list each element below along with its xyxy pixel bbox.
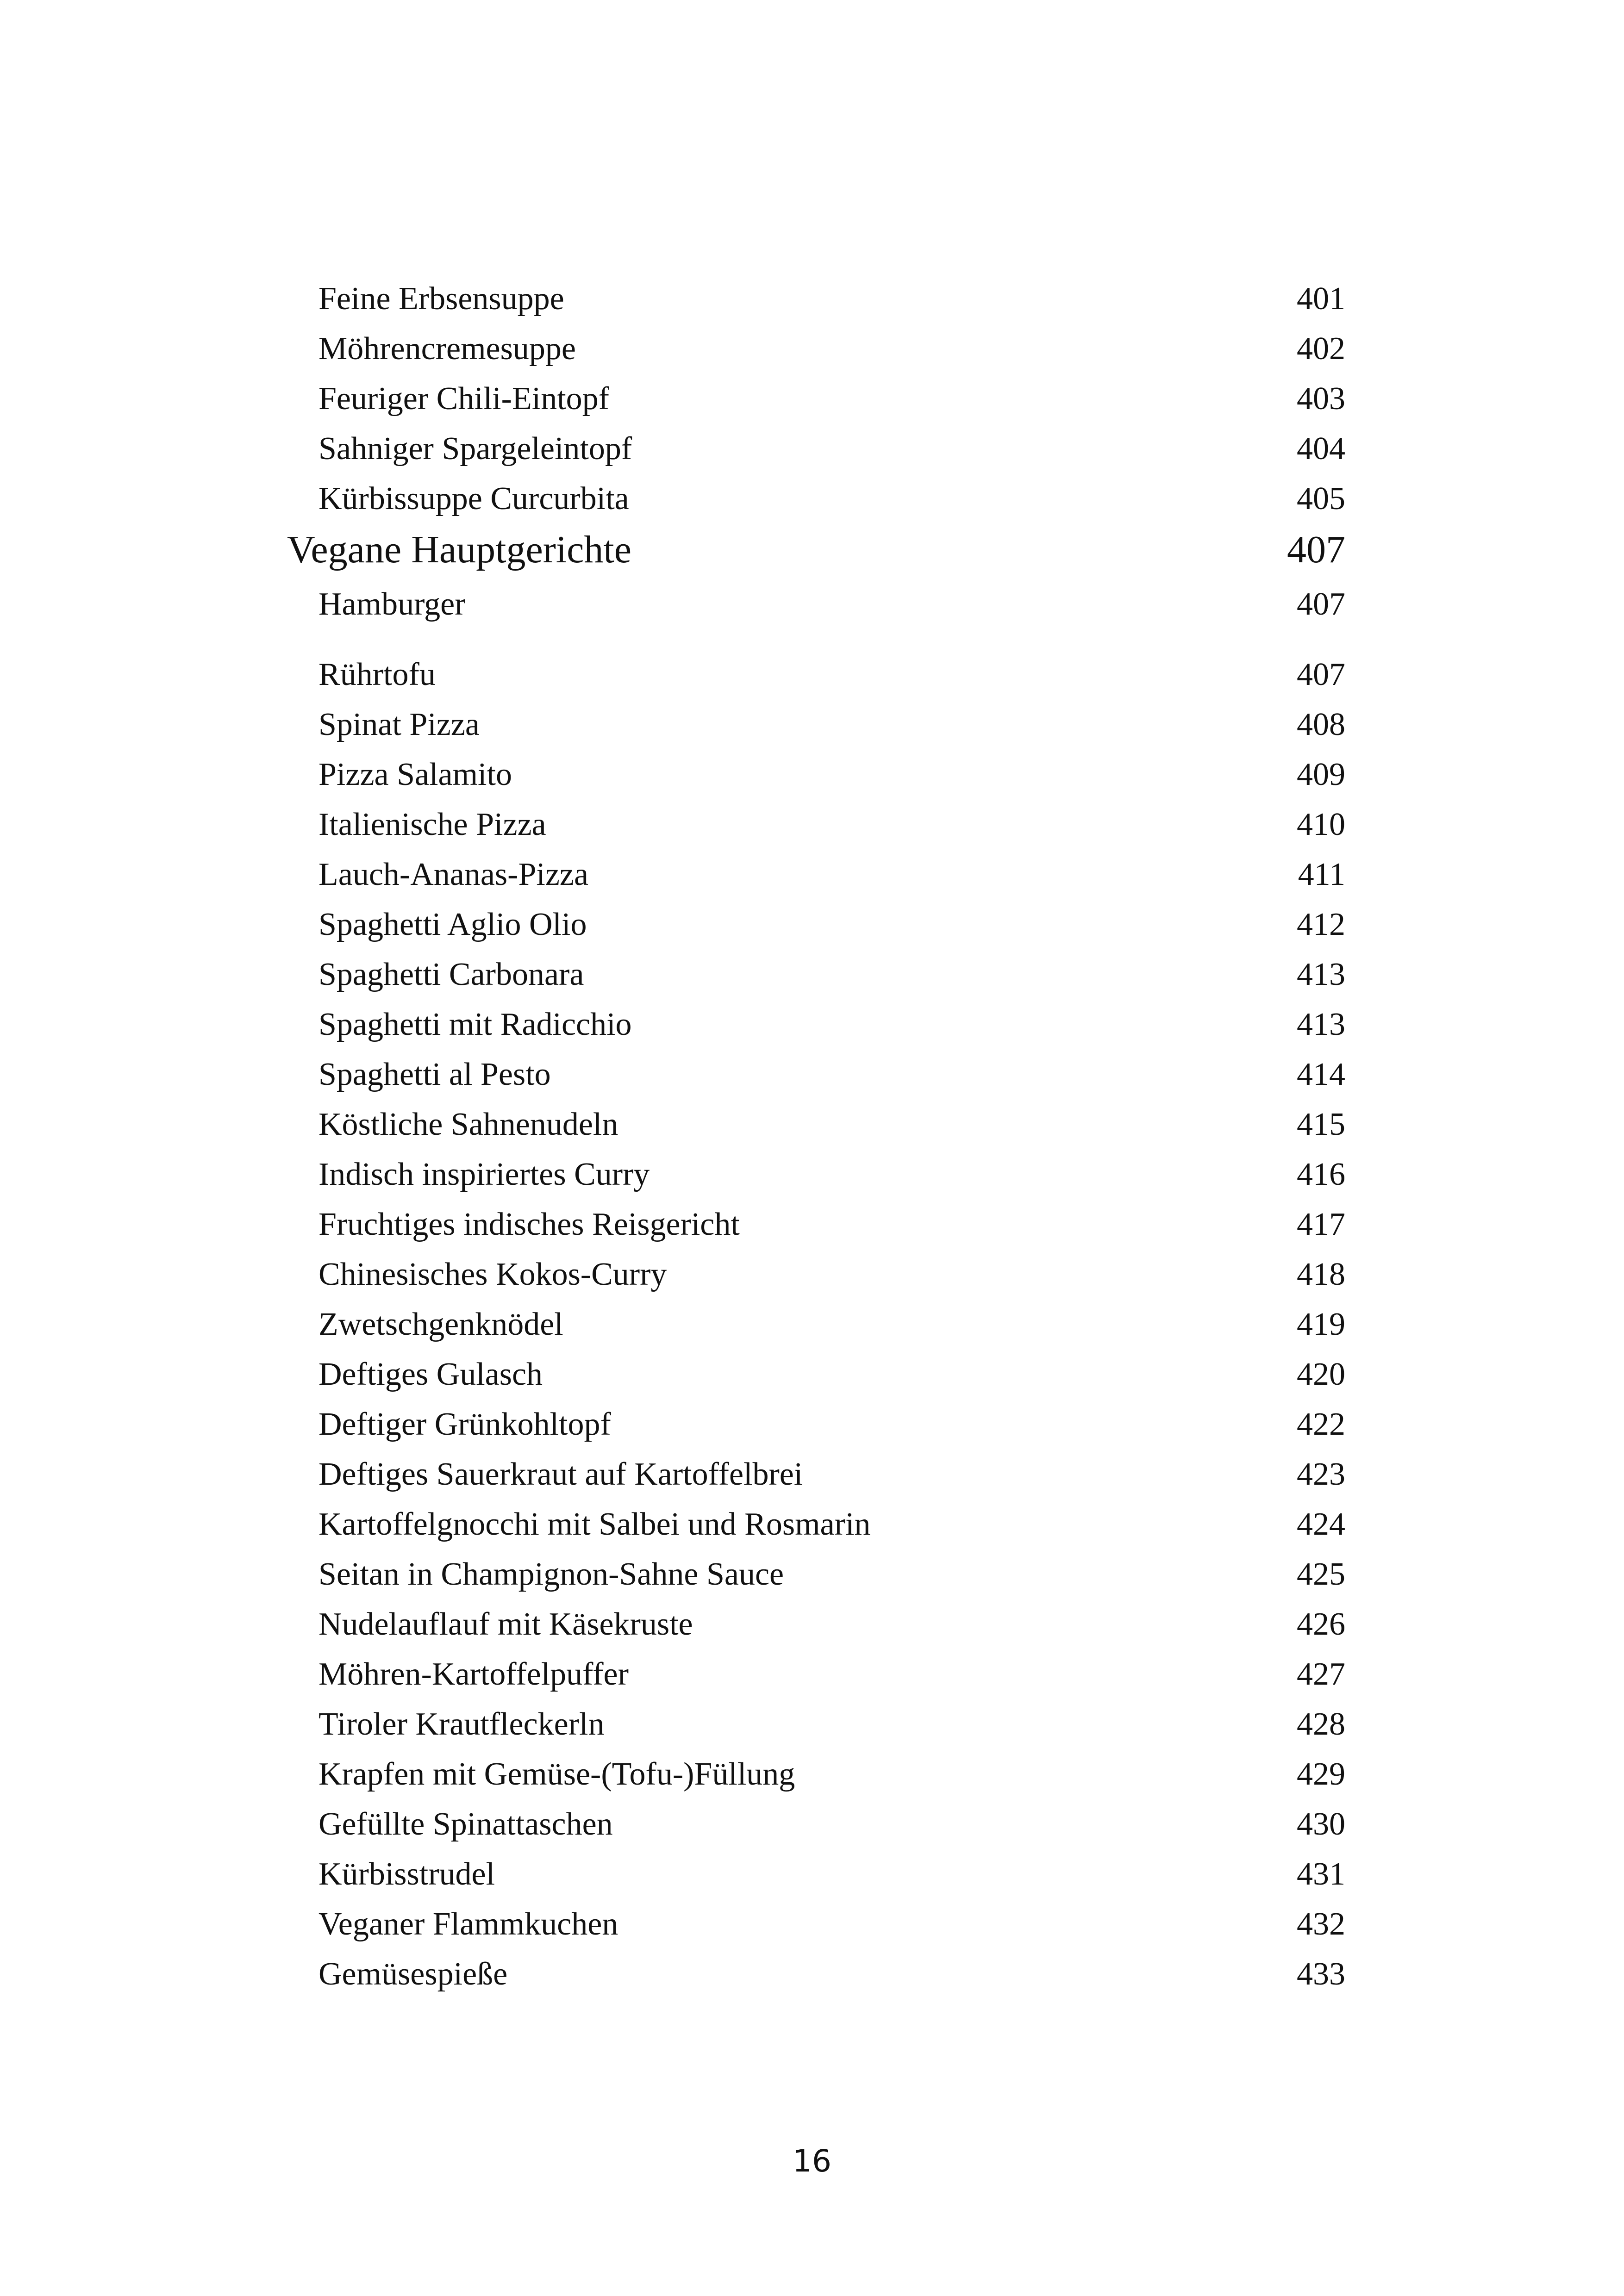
toc-entry	[0, 802, 1624, 848]
toc-entry	[0, 1751, 1624, 1798]
toc-entry-title: Möhrencremesuppe	[319, 331, 576, 367]
toc-entry	[0, 1451, 1624, 1498]
page-number: 16	[793, 2143, 831, 2179]
toc-entry-title: Gefüllte Spinattaschen	[319, 1806, 613, 1842]
toc-entry	[0, 1251, 1624, 1298]
toc-entry-page: 412	[1297, 907, 1345, 942]
toc-section-heading	[0, 527, 1624, 573]
toc-entry-page: 425	[1297, 1556, 1345, 1592]
toc-entry-title: Kürbisstrudel	[319, 1856, 495, 1892]
toc-entry	[0, 1052, 1624, 1098]
toc-entry	[0, 752, 1624, 798]
toc-entry-page: 419	[1297, 1307, 1345, 1342]
toc-entry	[0, 1501, 1624, 1548]
toc-entry-title: Deftiges Sauerkraut auf Kartoffelbrei	[319, 1456, 803, 1492]
toc-entry	[0, 326, 1624, 372]
toc-entry-page: 422	[1297, 1406, 1345, 1442]
toc-entry-page: 430	[1297, 1806, 1345, 1842]
toc-entry	[0, 702, 1624, 748]
toc-entry	[0, 1951, 1624, 1997]
toc-entry-page: 432	[1297, 1906, 1345, 1942]
toc-entry-title: Pizza Salamito	[319, 757, 512, 792]
toc-entry	[0, 1801, 1624, 1848]
toc-entry	[0, 426, 1624, 472]
toc-entry-page: 428	[1297, 1706, 1345, 1742]
toc-entry-title: Krapfen mit Gemüse-(Tofu-)Füllung	[319, 1756, 795, 1792]
toc-entry-title: Fruchtiges indisches Reisgericht	[319, 1207, 740, 1242]
toc-entry	[0, 581, 1624, 628]
toc-entry-title: Seitan in Champignon-Sahne Sauce	[319, 1556, 784, 1592]
toc-entry-page: 423	[1297, 1456, 1345, 1492]
toc-entry-title: Veganer Flammkuchen	[319, 1906, 618, 1942]
toc-entry-title: Kartoffelgnocchi mit Salbei und Rosmarin	[319, 1506, 871, 1542]
toc-entry-page: 409	[1297, 757, 1345, 792]
toc-entry-page: 431	[1297, 1856, 1345, 1892]
toc-entry-title: Hamburger	[319, 586, 466, 622]
toc-entry	[0, 1551, 1624, 1598]
toc-entry-page: 424	[1297, 1506, 1345, 1542]
toc-entry	[0, 952, 1624, 998]
toc-entry	[0, 476, 1624, 522]
toc-entry	[0, 1401, 1624, 1448]
toc-entry-page: 403	[1297, 381, 1345, 417]
toc-entry-page: 413	[1297, 1007, 1345, 1042]
toc-entry	[0, 1201, 1624, 1248]
toc-entry-title: Spaghetti Carbonara	[319, 957, 584, 992]
toc-entry	[0, 1351, 1624, 1398]
toc-entry-page: 410	[1297, 807, 1345, 842]
toc-entry	[0, 1851, 1624, 1898]
toc-entry-page: 411	[1298, 857, 1345, 892]
toc-entry	[0, 1601, 1624, 1648]
toc-entry-title: Tiroler Krautfleckerln	[319, 1706, 605, 1742]
toc-entry	[0, 276, 1624, 322]
toc-section-title: Vegane Hauptgerichte	[287, 528, 631, 571]
toc-entry	[0, 1151, 1624, 1198]
toc-entry-page: 415	[1297, 1107, 1345, 1142]
toc-entry	[0, 1002, 1624, 1048]
toc-entry-title: Spaghetti al Pesto	[319, 1057, 551, 1092]
toc-entry-page: 408	[1297, 707, 1345, 742]
toc-entry	[0, 1701, 1624, 1748]
toc-entry-title: Rührtofu	[319, 657, 436, 692]
toc-entry-title: Möhren-Kartoffelpuffer	[319, 1656, 629, 1692]
toc-entry	[0, 902, 1624, 948]
toc-entry-title: Feuriger Chili-Eintopf	[319, 381, 609, 417]
toc-entry	[0, 1101, 1624, 1148]
toc-entry-page: 418	[1297, 1257, 1345, 1292]
toc-entry-page: 414	[1297, 1057, 1345, 1092]
toc-entry-page: 429	[1297, 1756, 1345, 1792]
toc-entry	[0, 852, 1624, 898]
toc-entry-page: 427	[1297, 1656, 1345, 1692]
toc-entry-title: Italienische Pizza	[319, 807, 546, 842]
toc-entry-page: 433	[1297, 1956, 1345, 1992]
toc-entry-page: 405	[1297, 481, 1345, 516]
toc-entry-title: Indisch inspiriertes Curry	[319, 1157, 650, 1192]
toc-entry	[0, 376, 1624, 422]
toc-entry-page: 416	[1297, 1157, 1345, 1192]
toc-entry-title: Spaghetti Aglio Olio	[319, 907, 587, 942]
toc-entry-title: Köstliche Sahnenudeln	[319, 1107, 618, 1142]
toc-entry-page: 407	[1297, 657, 1345, 692]
toc-entry-title: Deftiger Grünkohltopf	[319, 1406, 611, 1442]
toc-entry-page: 407	[1297, 586, 1345, 622]
toc-entry-title: Kürbissuppe Curcurbita	[319, 481, 629, 516]
toc-entry-title: Feine Erbsensuppe	[319, 281, 564, 317]
toc-entry	[0, 1901, 1624, 1948]
toc-entry	[0, 1651, 1624, 1698]
toc-section-page: 407	[1287, 528, 1345, 571]
toc-entry-page: 420	[1297, 1356, 1345, 1392]
toc-entry-title: Sahniger Spargeleintopf	[319, 431, 632, 467]
toc-entry-title: Lauch-Ananas-Pizza	[319, 857, 589, 892]
toc-entry-page: 404	[1297, 431, 1345, 467]
toc-entry-title: Spaghetti mit Radicchio	[319, 1007, 632, 1042]
toc-entry-page: 402	[1297, 331, 1345, 367]
toc-entry-title: Spinat Pizza	[319, 707, 480, 742]
toc-entry	[0, 1301, 1624, 1348]
toc-entry-title: Nudelauflauf mit Käsekruste	[319, 1606, 693, 1642]
toc-entry-page: 417	[1297, 1207, 1345, 1242]
toc-entry	[0, 652, 1624, 698]
toc-entry-title: Zwetschgenknödel	[319, 1307, 563, 1342]
toc-entry-title: Chinesisches Kokos-Curry	[319, 1257, 667, 1292]
toc-entry-page: 401	[1297, 281, 1345, 317]
toc-entry-page: 426	[1297, 1606, 1345, 1642]
toc-entry-title: Gemüsespieße	[319, 1956, 508, 1992]
toc-entry-page: 413	[1297, 957, 1345, 992]
toc-entry-title: Deftiges Gulasch	[319, 1356, 543, 1392]
